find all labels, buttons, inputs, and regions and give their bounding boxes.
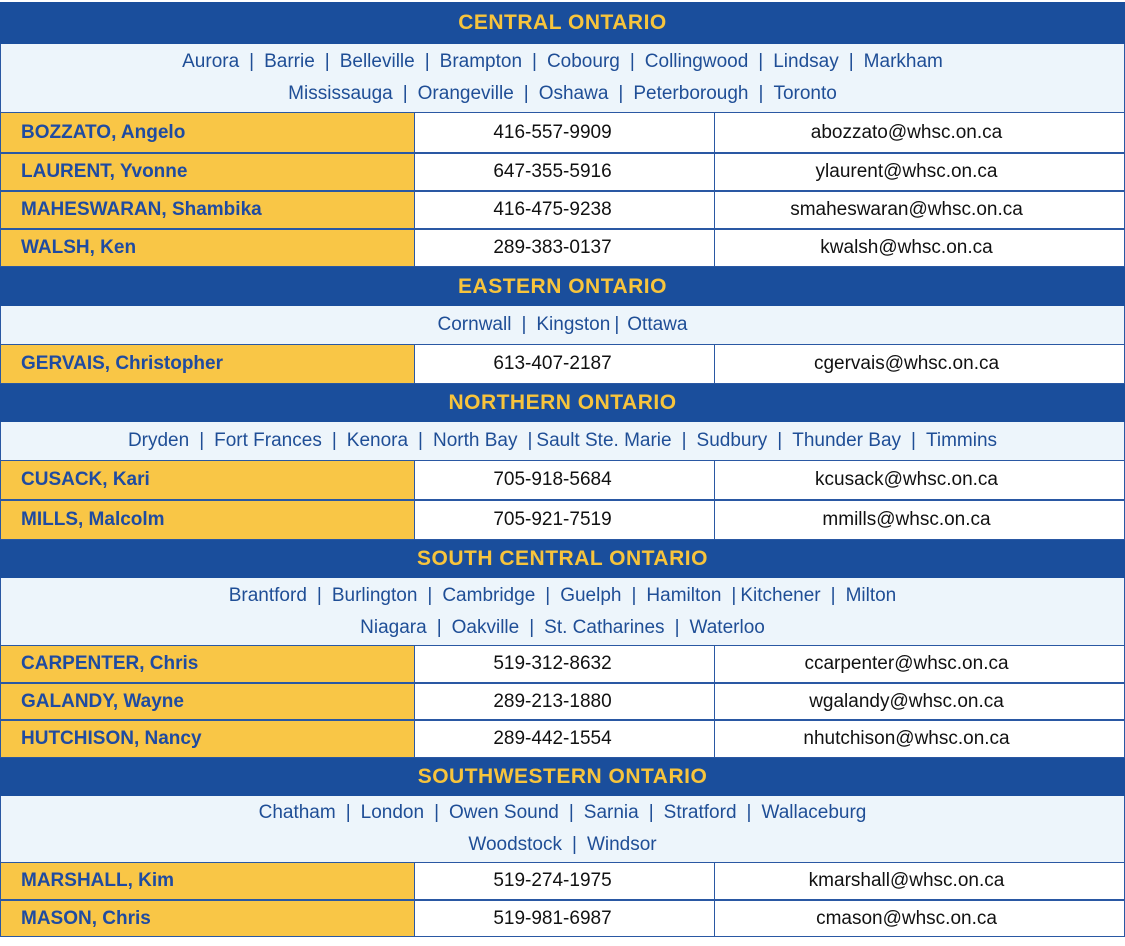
city-link[interactable]: Guelph — [560, 584, 622, 606]
city-line — [1, 580, 1124, 612]
city-link[interactable]: Toronto — [773, 83, 837, 104]
city-link[interactable]: Niagara — [360, 616, 427, 638]
email-address: kwalsh@whsc.on.ca — [820, 237, 993, 258]
email-address: abozzato@whsc.on.ca — [810, 121, 1003, 143]
separator: | — [648, 802, 654, 823]
contact-row — [0, 460, 1125, 500]
city-link[interactable]: Cambridge — [442, 584, 536, 606]
separator: | — [681, 430, 687, 451]
region-header-central — [0, 2, 1125, 44]
contact-name: CUSACK, Kari — [0, 460, 414, 500]
email-address: ccarpenter@whsc.on.ca — [804, 653, 1009, 674]
region-header-eastern — [0, 267, 1125, 306]
contact-email[interactable] — [714, 500, 1125, 540]
email-address: kcusack@whsc.on.ca — [815, 469, 998, 490]
contact-row — [0, 645, 1125, 683]
contact-row — [0, 153, 1125, 191]
phone-number: 416-557-9909 — [493, 121, 612, 143]
city-line — [1, 46, 1124, 78]
contact-phone[interactable] — [414, 229, 714, 267]
city-link[interactable]: Thunder Bay — [792, 430, 902, 451]
contact-phone[interactable] — [414, 112, 714, 153]
contact-name: GERVAIS, Christopher — [0, 344, 414, 384]
contact-email[interactable] — [714, 344, 1125, 384]
city-link[interactable]: St. Catharines — [544, 616, 665, 638]
separator: | — [674, 616, 680, 638]
city-link[interactable]: Fort Frances — [214, 430, 322, 451]
separator: | — [631, 584, 637, 606]
city-link[interactable]: Belleville — [339, 51, 415, 72]
contact-phone[interactable] — [414, 720, 714, 758]
email-address: ylaurent@whsc.on.ca — [815, 161, 998, 182]
contact-phone[interactable] — [414, 153, 714, 191]
separator: | — [731, 584, 737, 606]
region-title: NORTHERN ONTARIO — [448, 391, 677, 414]
city-link[interactable]: Ottawa — [627, 314, 688, 335]
contact-row — [0, 112, 1125, 153]
email-address: mmills@whsc.on.ca — [822, 509, 991, 530]
city-line — [1, 829, 1124, 861]
contact-row — [0, 683, 1125, 720]
contact-name: MASON, Chris — [0, 900, 414, 937]
contact-email[interactable] — [714, 460, 1125, 500]
separator: | — [777, 430, 783, 451]
phone-number: 705-918-5684 — [493, 469, 612, 490]
city-link[interactable]: Owen Sound — [449, 802, 559, 823]
city-link[interactable]: Collingwood — [644, 51, 749, 72]
contact-phone[interactable] — [414, 191, 714, 229]
city-link[interactable]: Kitchener — [740, 584, 821, 606]
city-link[interactable]: Chatham — [258, 802, 336, 823]
city-link[interactable]: Markham — [863, 51, 943, 72]
city-link[interactable]: Lindsay — [773, 51, 839, 72]
phone-number: 647-355-5916 — [493, 161, 612, 182]
contact-name: WALSH, Ken — [0, 229, 414, 267]
separator: | — [527, 430, 533, 451]
contact-email[interactable] — [714, 900, 1125, 937]
contact-phone[interactable] — [414, 344, 714, 384]
phone-number: 289-442-1554 — [493, 728, 612, 749]
phone-number: 289-383-0137 — [493, 237, 612, 258]
contact-phone[interactable] — [414, 683, 714, 720]
separator: | — [848, 51, 854, 72]
contact-phone[interactable] — [414, 500, 714, 540]
region-header-northern — [0, 384, 1125, 422]
city-link[interactable]: London — [360, 802, 425, 823]
city-link[interactable]: Orangeville — [417, 83, 514, 104]
separator: | — [316, 584, 322, 606]
contact-email[interactable] — [714, 683, 1125, 720]
contact-name: GALANDY, Wayne — [0, 683, 414, 720]
separator: | — [324, 51, 330, 72]
city-link[interactable]: Hamilton — [646, 584, 722, 606]
separator: | — [436, 616, 442, 638]
phone-number: 519-274-1975 — [493, 870, 612, 891]
separator: | — [434, 802, 439, 823]
city-link[interactable]: Wallaceburg — [761, 802, 867, 823]
separator: | — [424, 51, 430, 72]
separator: | — [911, 430, 916, 451]
city-link[interactable]: Kenora — [346, 430, 409, 451]
phone-number: 613-407-2187 — [493, 353, 612, 374]
city-link[interactable]: Brantford — [228, 584, 307, 606]
email-address: nhutchison@whsc.on.ca — [803, 728, 1010, 749]
email-address: kmarshall@whsc.on.ca — [808, 870, 1005, 891]
city-line — [1, 425, 1124, 457]
contact-row — [0, 720, 1125, 758]
contact-name: HUTCHISON, Nancy — [0, 720, 414, 758]
contact-phone[interactable] — [414, 900, 714, 937]
city-link[interactable]: Stratford — [663, 802, 737, 823]
phone-number: 416-475-9238 — [493, 199, 612, 220]
city-link[interactable]: Woodstock — [468, 834, 562, 855]
contact-name: MARSHALL, Kim — [0, 862, 414, 900]
contact-row — [0, 500, 1125, 540]
separator: | — [572, 834, 577, 855]
city-link[interactable]: Sudbury — [696, 430, 768, 451]
city-link[interactable]: Burlington — [331, 584, 418, 606]
city-list-northern — [0, 422, 1125, 460]
contact-name: CARPENTER, Chris — [0, 645, 414, 683]
city-list-south-central — [0, 578, 1125, 645]
region-title: SOUTH CENTRAL ONTARIO — [417, 547, 708, 570]
contact-row — [0, 191, 1125, 229]
city-link[interactable]: Aurora — [182, 51, 240, 72]
contact-row — [0, 229, 1125, 267]
separator: | — [345, 802, 351, 823]
contact-email[interactable] — [714, 229, 1125, 267]
city-line — [1, 309, 1124, 341]
phone-number: 519-981-6987 — [493, 907, 612, 929]
contact-phone[interactable] — [414, 460, 714, 500]
email-address: cmason@whsc.on.ca — [816, 907, 997, 929]
contact-name: LAURENT, Yvonne — [0, 153, 414, 191]
separator: | — [746, 802, 752, 823]
contact-phone[interactable] — [414, 862, 714, 900]
city-link[interactable]: Windsor — [586, 834, 657, 855]
phone-number: 705-921-7519 — [493, 509, 612, 530]
city-link[interactable]: Sault Ste. Marie — [536, 430, 672, 451]
city-link[interactable]: Mississauga — [288, 83, 393, 104]
contact-email[interactable] — [714, 862, 1125, 900]
email-address: cgervais@whsc.on.ca — [813, 353, 1000, 374]
separator: | — [758, 83, 764, 104]
separator: | — [199, 430, 205, 451]
city-link[interactable]: Brampton — [439, 51, 523, 72]
separator: | — [618, 83, 624, 104]
city-link[interactable]: Cobourg — [546, 51, 620, 72]
contact-name: MILLS, Malcolm — [0, 500, 414, 540]
phone-number: 519-312-8632 — [493, 653, 612, 674]
contact-email[interactable] — [714, 191, 1125, 229]
city-link[interactable]: Oakville — [451, 616, 520, 638]
city-line — [1, 612, 1124, 644]
separator: | — [614, 314, 620, 335]
contact-row — [0, 900, 1125, 937]
region-header-south-central — [0, 540, 1125, 578]
city-list-central — [0, 44, 1125, 112]
contact-email[interactable] — [714, 720, 1125, 758]
separator: | — [249, 51, 255, 72]
separator: | — [427, 584, 433, 606]
city-link[interactable]: Sarnia — [583, 802, 639, 823]
city-link[interactable]: Milton — [845, 584, 897, 606]
separator: | — [529, 616, 535, 638]
city-line — [1, 797, 1124, 829]
separator: | — [629, 51, 635, 72]
city-link[interactable]: Cornwall — [437, 314, 512, 335]
region-title: SOUTHWESTERN ONTARIO — [417, 765, 708, 788]
separator: | — [568, 802, 574, 823]
phone-number: 289-213-1880 — [493, 690, 612, 712]
separator: | — [402, 83, 408, 104]
email-address: smaheswaran@whsc.on.ca — [790, 199, 1023, 220]
contact-row — [0, 344, 1125, 384]
email-address: wgalandy@whsc.on.ca — [809, 690, 1004, 712]
city-list-southwestern — [0, 796, 1125, 862]
city-link[interactable]: Peterborough — [633, 83, 749, 104]
city-link[interactable]: Oshawa — [538, 83, 609, 104]
separator: | — [830, 584, 836, 606]
city-link[interactable]: Kingston — [536, 314, 611, 335]
city-link[interactable]: Dryden — [127, 430, 190, 451]
separator: | — [521, 314, 527, 335]
contact-email[interactable] — [714, 645, 1125, 683]
region-title: CENTRAL ONTARIO — [458, 11, 667, 34]
city-link[interactable]: Timmins — [925, 430, 998, 451]
city-link[interactable]: Barrie — [264, 51, 315, 72]
contact-name: MAHESWARAN, Shambika — [0, 191, 414, 229]
region-title: EASTERN ONTARIO — [458, 274, 667, 298]
city-link[interactable]: North Bay — [432, 430, 518, 451]
separator: | — [545, 584, 551, 606]
separator: | — [418, 430, 423, 451]
separator: | — [331, 430, 337, 451]
contact-name: BOZZATO, Angelo — [0, 112, 414, 153]
city-line — [1, 78, 1124, 110]
separator: | — [523, 83, 529, 104]
contact-email[interactable] — [714, 112, 1125, 153]
separator: | — [532, 51, 537, 72]
city-list-eastern — [0, 306, 1125, 344]
separator: | — [758, 51, 764, 72]
contact-email[interactable] — [714, 153, 1125, 191]
city-link[interactable]: Waterloo — [689, 616, 765, 638]
contact-phone[interactable] — [414, 645, 714, 683]
contact-row — [0, 862, 1125, 900]
region-header-southwestern — [0, 758, 1125, 796]
